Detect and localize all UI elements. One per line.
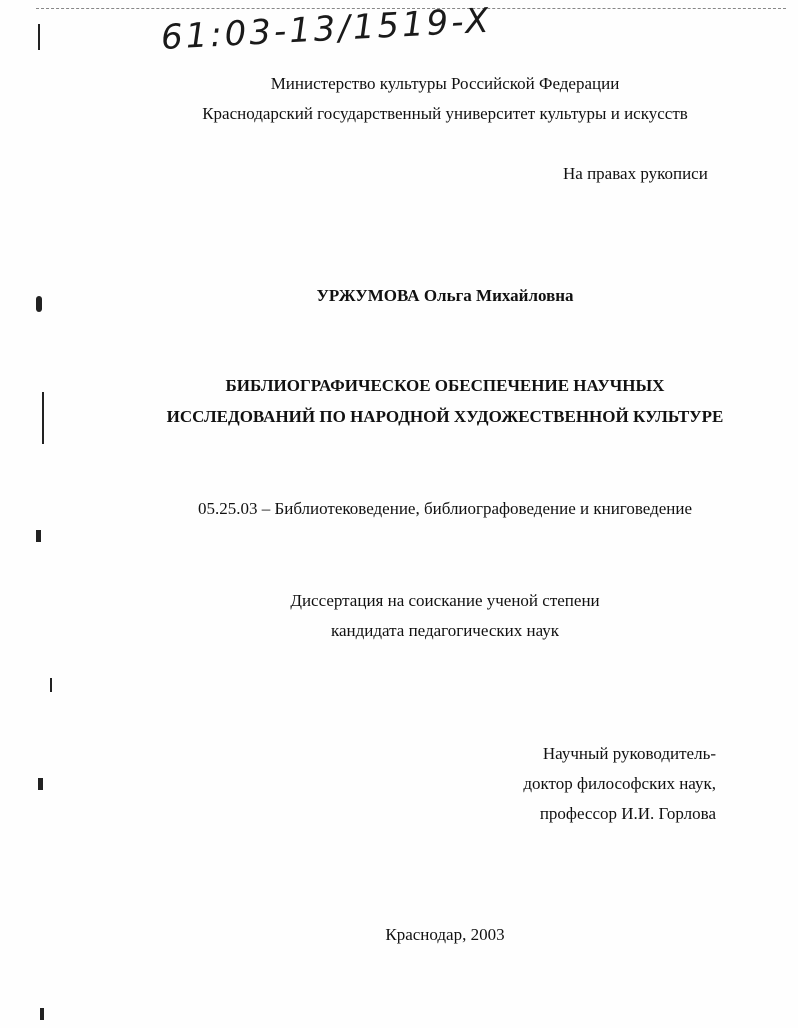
degree-sought: кандидата педагогических наук: [330, 621, 560, 640]
city-year: Краснодар, 2003: [385, 925, 505, 944]
specialty-code: 05.25.03 – Библиотековедение, библиографоведение и книговедение: [197, 499, 693, 518]
scan-speck: [38, 24, 40, 50]
scan-speck: [40, 1008, 44, 1020]
scan-speck: [36, 530, 41, 542]
supervisor-degree: доктор философских наук,: [523, 774, 716, 793]
title-line-2: ИССЛЕДОВАНИЙ ПО НАРОДНОЙ ХУДОЖЕСТВЕННОЙ КУЛЬТУРЕ: [166, 407, 724, 426]
handwritten-archive-mark: 61:03-13/1519-X: [160, 0, 493, 58]
manuscript-note: На правах рукописи: [563, 164, 708, 183]
scan-speck: [42, 392, 44, 444]
author-name: УРЖУМОВА Ольга Михайловна: [316, 286, 574, 305]
dissertation-type: Диссертация на соискание ученой степени: [290, 591, 600, 610]
ministry-heading: Министерство культуры Российской Федерации: [270, 74, 620, 93]
scan-speck: [38, 778, 43, 790]
university-heading: Краснодарский государственный университет культуры и искусств: [202, 104, 688, 123]
supervisor-name: профессор И.И. Горлова: [539, 804, 716, 823]
scan-speck: [36, 296, 42, 312]
title-line-1: БИБЛИОГРАФИЧЕСКОЕ ОБЕСПЕЧЕНИЕ НАУЧНЫХ: [225, 376, 665, 395]
scan-speck: [50, 678, 52, 692]
supervisor-label: Научный руководитель-: [542, 744, 716, 763]
